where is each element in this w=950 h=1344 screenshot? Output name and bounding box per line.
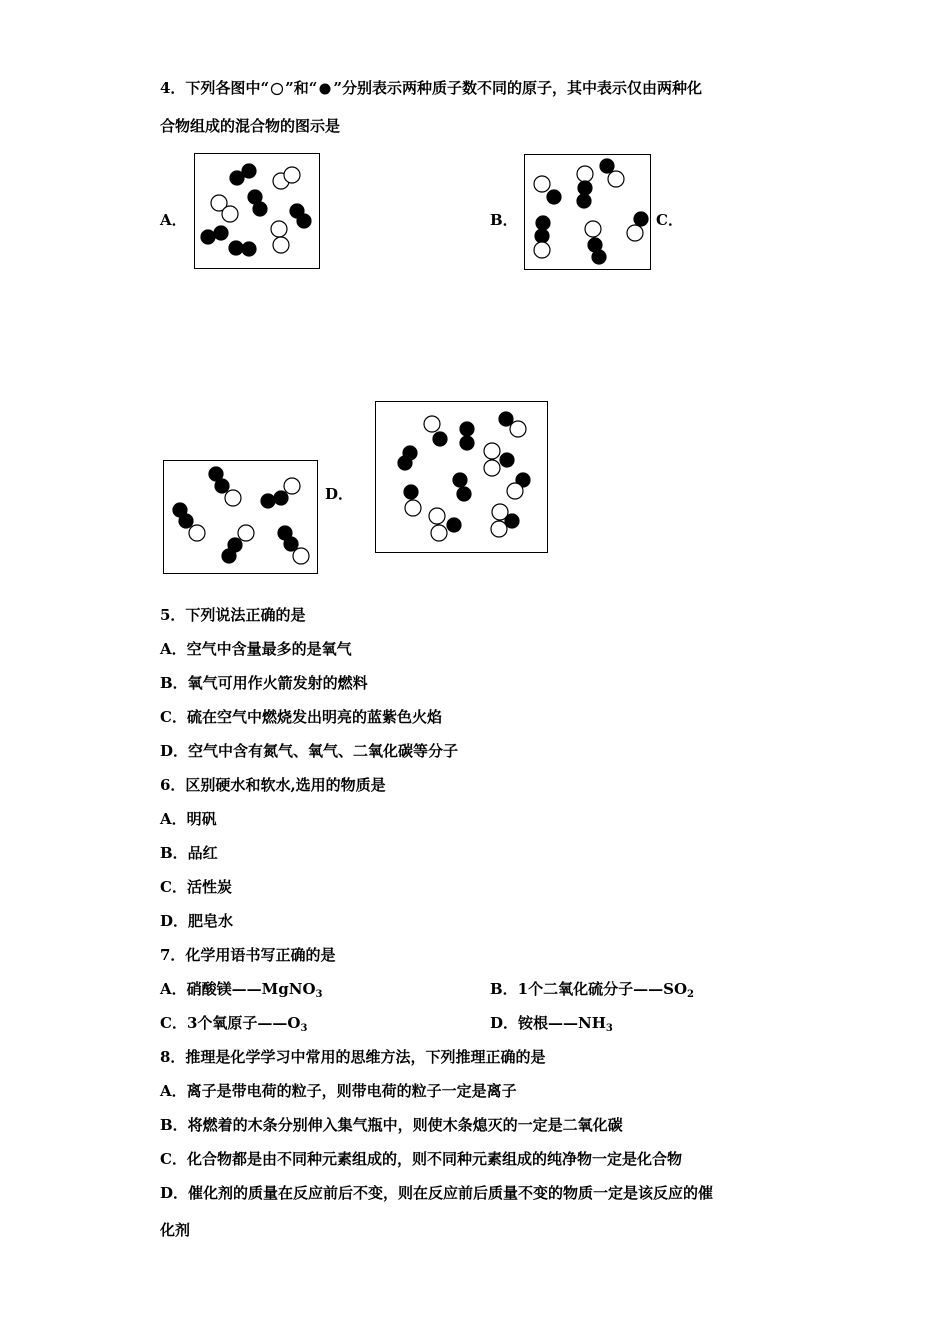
- q4-option-c-label: C．: [656, 211, 683, 229]
- q8-option-d-line1: D．催化剂的质量在反应前后不变，则在反应前后质量不变的物质一定是该反应的催: [160, 1184, 714, 1202]
- q8-stem: 8．推理是化学学习中常用的思维方法，下列推理正确的是: [160, 1048, 546, 1066]
- q7-option-d-sub: 3: [605, 1023, 613, 1034]
- q5-option-a: A．空气中含量最多的是氧气: [160, 640, 352, 658]
- q7-option-c-text: C．3个氧原子——O: [160, 1014, 301, 1032]
- q6-option-b: B．品红: [160, 844, 218, 862]
- q4-stem-line2: 合物组成的混合物的图示是: [160, 117, 341, 135]
- q4-stem-mid: ”和“: [285, 79, 318, 97]
- q8-option-a: A．离子是带电荷的粒子，则带电荷的粒子一定是离子: [160, 1082, 517, 1100]
- q4-stem-line1: [160, 78, 702, 98]
- q5-stem: 5．下列说法正确的是: [160, 606, 306, 624]
- q7-option-d-text: D．铵根——NH: [490, 1014, 606, 1032]
- q4-option-d-label: D．: [325, 485, 354, 503]
- q4-option-d-diagram: [375, 401, 548, 553]
- q6-option-d: D．肥皂水: [160, 912, 234, 930]
- q7-option-a-text: A．硝酸镁——MgNO: [160, 980, 316, 998]
- q7-option-d: [490, 1013, 613, 1039]
- q4-option-b-diagram: [524, 154, 651, 270]
- q5-option-d: D．空气中含有氮气、氧气、二氧化碳等分子: [160, 742, 459, 760]
- q7-option-b-text: B．1个二氧化硫分子——SO: [490, 980, 688, 998]
- q6-option-c: C．活性炭: [160, 878, 232, 896]
- q4-option-c-diagram: [163, 460, 318, 574]
- q7-option-c: [160, 1013, 307, 1039]
- q6-option-a: A．明矾: [160, 810, 217, 828]
- q7-option-b: [490, 979, 694, 1005]
- q5-option-c: C．硫在空气中燃烧发出明亮的蓝紫色火焰: [160, 708, 442, 726]
- q4-option-a-label: A．: [160, 211, 187, 229]
- q8-option-c: C．化合物都是由不同种元素组成的，则不同种元素组成的纯净物一定是化合物: [160, 1150, 682, 1168]
- q4-stem-post: ”分别表示两种质子数不同的原子，其中表示仅由两种化: [333, 79, 702, 97]
- q4-option-a-diagram: [194, 153, 320, 269]
- q4-stem-pre: 4．下列各图中“: [160, 79, 270, 97]
- q7-option-c-sub: 3: [300, 1023, 308, 1034]
- q4-option-b-label: B．: [490, 211, 518, 229]
- q7-option-a-sub: 3: [315, 989, 323, 1000]
- q7-option-b-sub: 2: [687, 989, 694, 1000]
- q6-stem: 6．区别硬水和软水,选用的物质是: [160, 776, 386, 794]
- q8-option-d-line2: 化剂: [160, 1221, 191, 1239]
- q7-stem: 7．化学用语书写正确的是: [160, 946, 336, 964]
- q5-option-b: B．氧气可用作火箭发射的燃料: [160, 674, 368, 692]
- q7-option-a: [160, 979, 322, 1005]
- q8-option-b: B．将燃着的木条分别伸入集气瓶中，则使木条熄灭的一定是二氧化碳: [160, 1116, 623, 1134]
- white-atom-icon: [269, 81, 285, 97]
- black-atom-icon: [317, 81, 333, 97]
